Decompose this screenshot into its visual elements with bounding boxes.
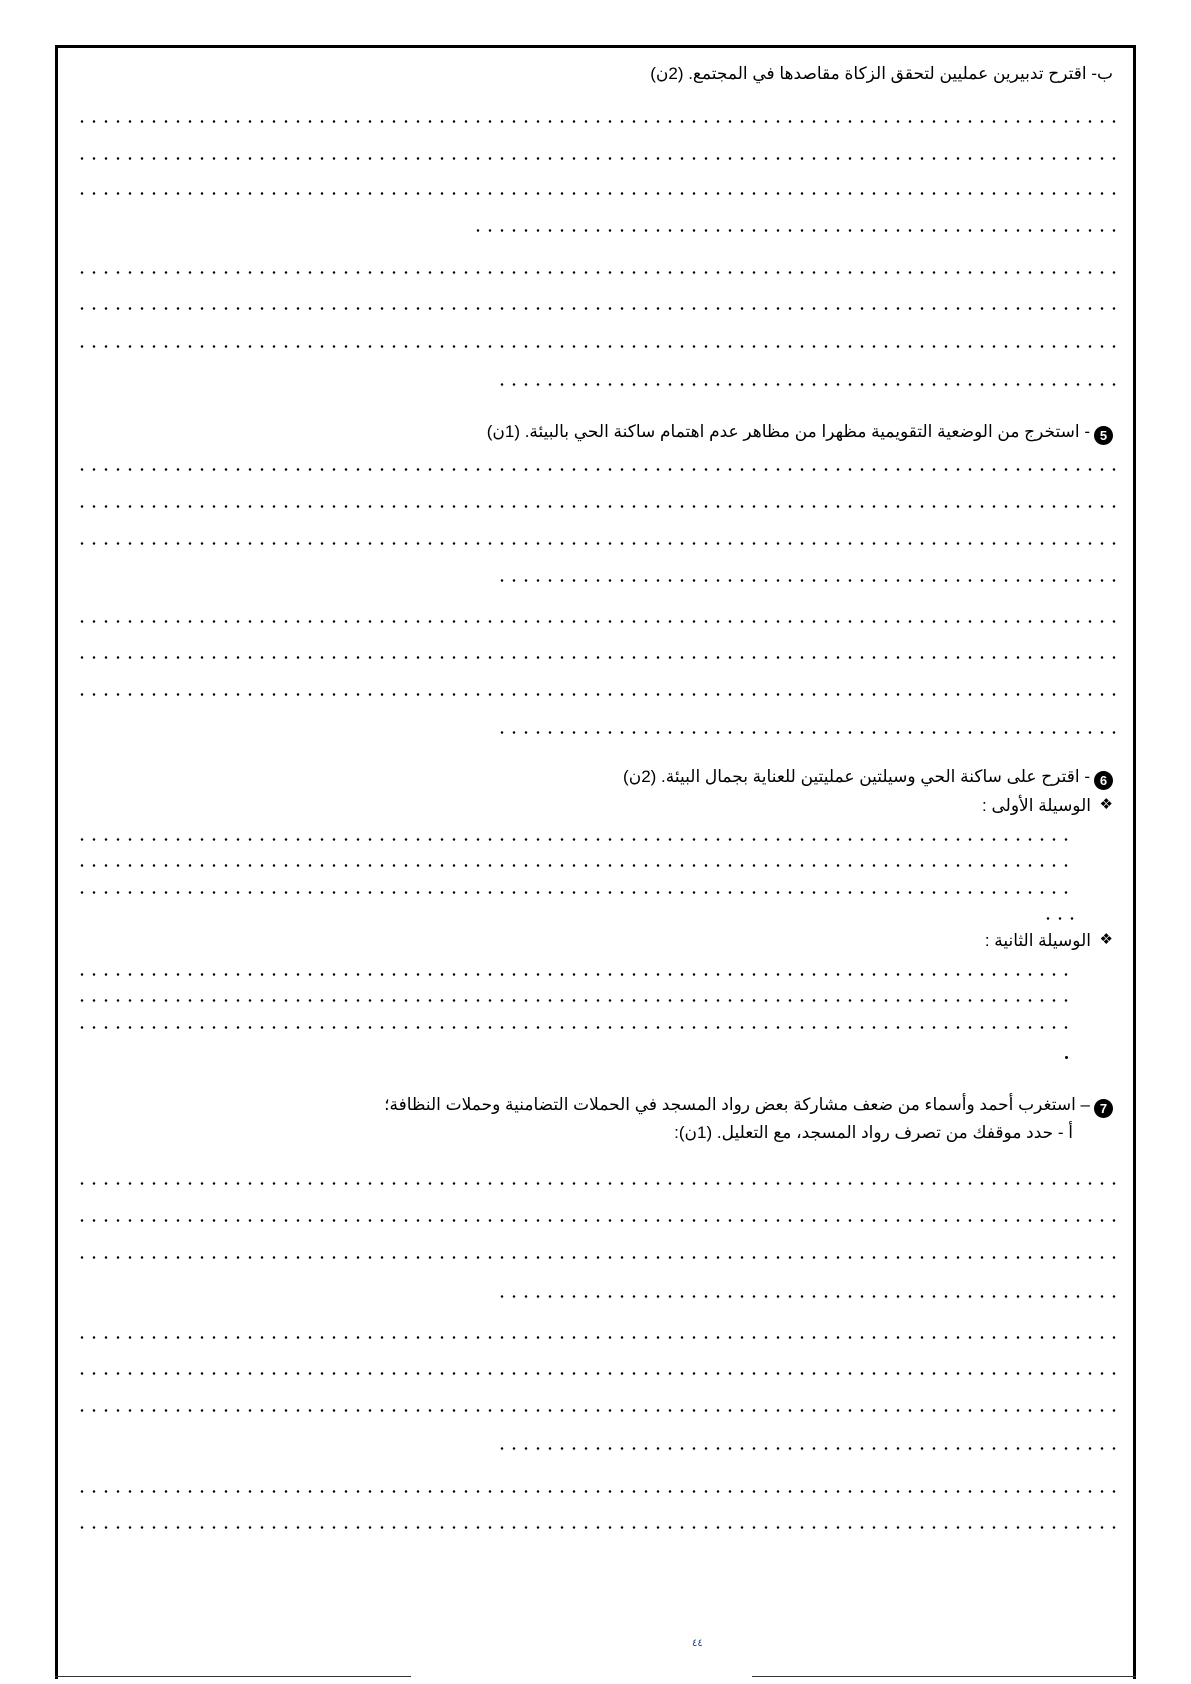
means-1	[982, 795, 1113, 817]
answer-line[interactable]	[80, 1256, 1120, 1259]
answer-line[interactable]	[80, 891, 1072, 894]
answer-line[interactable]	[80, 1026, 1072, 1029]
answer-line[interactable]	[500, 579, 1120, 582]
answer-line[interactable]	[80, 120, 1120, 123]
question-6	[623, 766, 1113, 790]
answer-line[interactable]	[80, 999, 1072, 1002]
question-7-text: – استغرب أحمد وأسماء من ضعف مشاركة بعض رواد المسجد في الحملات التضامنية وحملات النظافة؛	[384, 1095, 1090, 1114]
question-7a: أ - حدد موقفك من تصرف رواد المسجد، مع التعليل. (1ن):	[674, 1123, 1073, 1142]
page-frame	[55, 45, 1136, 1679]
diamond-bullet-icon	[1099, 798, 1113, 812]
answer-line[interactable]	[1065, 1056, 1068, 1059]
answer-line[interactable]	[80, 693, 1120, 696]
footer-rule	[752, 1676, 1136, 1677]
means-2-label: الوسيلة الثانية :	[984, 931, 1091, 950]
answer-line[interactable]	[80, 542, 1120, 545]
answer-line[interactable]	[80, 345, 1120, 348]
question-6-text: - اقترح على ساكنة الحي وسيلتين عمليتين للعناية بجمال البيئة. (2ن)	[623, 767, 1090, 786]
answer-line[interactable]	[500, 1295, 1120, 1298]
answer-line[interactable]	[80, 1372, 1120, 1375]
answer-line[interactable]	[80, 973, 1072, 976]
answer-line[interactable]	[80, 838, 1072, 841]
answer-line[interactable]	[80, 468, 1120, 471]
question-number-badge: 7	[1094, 1099, 1113, 1118]
answer-line[interactable]	[80, 1182, 1120, 1185]
means-2	[985, 930, 1113, 952]
answer-line[interactable]	[80, 1526, 1120, 1529]
question-7	[384, 1094, 1113, 1118]
answer-line[interactable]	[80, 1219, 1120, 1222]
answer-line[interactable]	[500, 383, 1120, 386]
question-5	[487, 421, 1113, 445]
question-5-text: - استخرج من الوضعية التقويمية مظهرا من مظاهر عدم اهتمام ساكنة الحي بالبيئة. (1ن)	[486, 422, 1090, 441]
footer-rule	[55, 1676, 411, 1677]
answer-line[interactable]	[80, 192, 1120, 195]
answer-line[interactable]	[80, 656, 1120, 659]
answer-line[interactable]	[80, 505, 1120, 508]
question-number-badge: 6	[1094, 771, 1113, 790]
question-number-badge: 5	[1094, 426, 1113, 445]
answer-line[interactable]	[80, 157, 1120, 160]
answer-line[interactable]	[1042, 917, 1074, 920]
answer-line[interactable]	[500, 731, 1120, 734]
answer-line[interactable]	[80, 1490, 1120, 1493]
answer-line[interactable]	[80, 1336, 1120, 1339]
answer-line[interactable]	[500, 1447, 1120, 1450]
answer-line[interactable]	[80, 1409, 1120, 1412]
answer-line[interactable]	[80, 271, 1120, 274]
question-4b: ب- اقترح تدبيرين عمليين لتحقق الزكاة مقاصدها في المجتمع. (2ن)	[650, 64, 1113, 83]
answer-line[interactable]	[80, 620, 1120, 623]
answer-line[interactable]	[80, 307, 1120, 310]
diamond-bullet-icon	[1099, 933, 1113, 947]
answer-line[interactable]	[80, 864, 1072, 867]
means-1-label: الوسيلة الأولى :	[982, 796, 1091, 815]
answer-line[interactable]	[470, 229, 1120, 232]
page-number-mark: ٤٤	[692, 1638, 703, 1649]
